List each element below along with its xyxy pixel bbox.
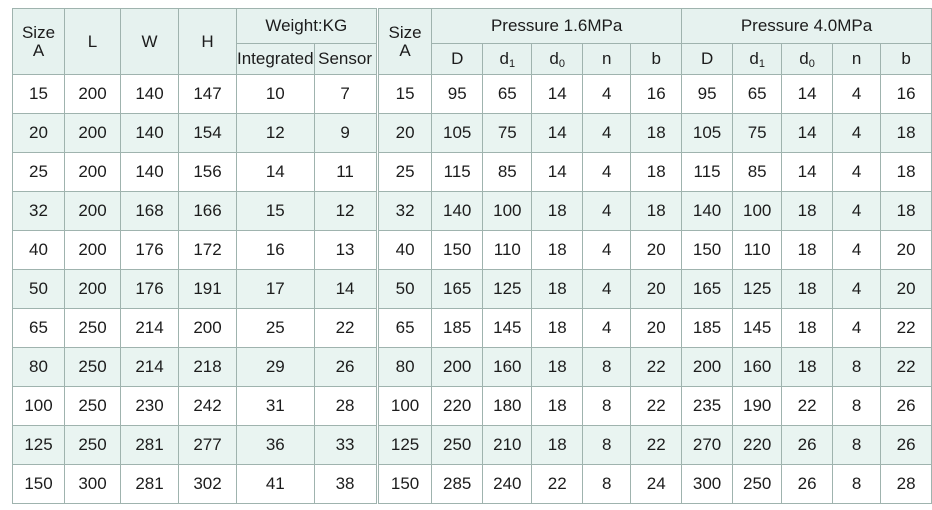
table-cell: 250	[65, 309, 121, 348]
table-cell: 160	[483, 348, 532, 387]
table-cell: 7	[314, 75, 376, 114]
table-cell: 75	[733, 114, 782, 153]
table-cell: 4	[583, 153, 631, 192]
table-cell: 40	[13, 231, 65, 270]
table-cell: 32	[379, 192, 432, 231]
table-cell: 250	[65, 348, 121, 387]
table-cell: 18	[532, 426, 583, 465]
table-cell: 14	[782, 114, 833, 153]
table-cell: 95	[432, 75, 483, 114]
table-cell: 210	[483, 426, 532, 465]
table-cell: 200	[65, 153, 121, 192]
table-cell: 8	[583, 465, 631, 504]
header-b-p16: b	[631, 44, 682, 75]
table-cell: 115	[432, 153, 483, 192]
table-cell: 4	[832, 114, 880, 153]
table-cell: 18	[532, 270, 583, 309]
table-cell: 110	[733, 231, 782, 270]
table-cell: 20	[13, 114, 65, 153]
table-cell: 18	[532, 192, 583, 231]
table-cell: 300	[682, 465, 733, 504]
table-cell: 28	[314, 387, 376, 426]
table-cell: 18	[532, 387, 583, 426]
table-row	[379, 153, 932, 192]
table-cell: 105	[432, 114, 483, 153]
table-row	[13, 192, 377, 231]
table-cell: 18	[532, 309, 583, 348]
table-cell: 4	[583, 231, 631, 270]
table-cell: 150	[13, 465, 65, 504]
table-cell: 4	[583, 114, 631, 153]
table-cell: 8	[832, 465, 880, 504]
table-cell: 75	[483, 114, 532, 153]
header-d1-subscript: 1	[508, 58, 516, 70]
table-cell: 18	[631, 192, 682, 231]
table-cell: 125	[483, 270, 532, 309]
table-cell: 166	[179, 192, 237, 231]
table-cell: 20	[631, 270, 682, 309]
table-row	[13, 348, 377, 387]
table-cell: 200	[65, 114, 121, 153]
table-cell: 200	[65, 231, 121, 270]
header-size-label: Size	[388, 22, 422, 42]
table-cell: 235	[682, 387, 733, 426]
table-cell: 12	[314, 192, 376, 231]
table-cell: 20	[881, 231, 932, 270]
flange-pressure-table-container	[378, 8, 932, 504]
table-cell: 26	[881, 426, 932, 465]
table-cell: 22	[881, 309, 932, 348]
table-cell: 18	[881, 153, 932, 192]
table-row	[13, 387, 377, 426]
table-cell: 4	[832, 231, 880, 270]
table-cell: 4	[832, 75, 880, 114]
table-cell: 26	[314, 348, 376, 387]
table-row	[13, 309, 377, 348]
table-cell: 100	[13, 387, 65, 426]
table-cell: 140	[682, 192, 733, 231]
table-cell: 18	[532, 348, 583, 387]
header-size-sub: A	[399, 40, 411, 60]
table-cell: 110	[483, 231, 532, 270]
table-cell: 18	[782, 192, 833, 231]
table-cell: 41	[237, 465, 315, 504]
header-n-p16: n	[583, 44, 631, 75]
table-row	[13, 231, 377, 270]
table-cell: 154	[179, 114, 237, 153]
table-cell: 140	[432, 192, 483, 231]
table-cell: 218	[179, 348, 237, 387]
header-d0-subscript: 0	[558, 58, 565, 70]
table-cell: 168	[121, 192, 179, 231]
table-cell: 145	[733, 309, 782, 348]
table-cell: 100	[733, 192, 782, 231]
table-cell: 200	[179, 309, 237, 348]
left-table-body	[13, 75, 377, 504]
table-cell: 31	[237, 387, 315, 426]
table-cell: 8	[583, 426, 631, 465]
table-cell: 4	[832, 270, 880, 309]
table-cell: 281	[121, 465, 179, 504]
table-cell: 28	[881, 465, 932, 504]
table-cell: 26	[782, 426, 833, 465]
table-cell: 22	[782, 387, 833, 426]
table-cell: 300	[65, 465, 121, 504]
table-cell: 50	[379, 270, 432, 309]
table-cell: 4	[832, 153, 880, 192]
table-cell: 18	[881, 114, 932, 153]
table-cell: 16	[631, 75, 682, 114]
table-cell: 18	[782, 309, 833, 348]
header-n-p40: n	[832, 44, 880, 75]
table-cell: 191	[179, 270, 237, 309]
table-row	[13, 465, 377, 504]
table-cell: 200	[65, 270, 121, 309]
table-cell: 15	[13, 75, 65, 114]
header-d-p16: D	[432, 44, 483, 75]
table-cell: 20	[631, 231, 682, 270]
table-cell: 29	[237, 348, 315, 387]
table-cell: 125	[379, 426, 432, 465]
table-cell: 100	[483, 192, 532, 231]
header-d1-p40	[733, 44, 782, 75]
table-cell: 281	[121, 426, 179, 465]
table-cell: 176	[121, 270, 179, 309]
table-cell: 14	[532, 75, 583, 114]
table-cell: 17	[237, 270, 315, 309]
header-d0-p16	[532, 44, 583, 75]
table-cell: 220	[733, 426, 782, 465]
table-cell: 20	[379, 114, 432, 153]
header-d1-base: d	[499, 49, 509, 68]
header-size	[379, 9, 432, 75]
right-header-row-2	[379, 44, 932, 75]
table-cell: 26	[881, 387, 932, 426]
table-cell: 200	[65, 75, 121, 114]
table-cell: 115	[682, 153, 733, 192]
dimensions-weight-table	[12, 8, 377, 504]
header-d0-base: d	[549, 49, 559, 68]
table-cell: 165	[432, 270, 483, 309]
table-cell: 26	[782, 465, 833, 504]
table-cell: 80	[379, 348, 432, 387]
table-cell: 302	[179, 465, 237, 504]
table-cell: 16	[881, 75, 932, 114]
table-cell: 150	[682, 231, 733, 270]
table-cell: 140	[121, 75, 179, 114]
table-row	[379, 426, 932, 465]
table-cell: 22	[631, 387, 682, 426]
header-d0-p40	[782, 44, 833, 75]
table-cell: 24	[631, 465, 682, 504]
dimensions-weight-table-container	[12, 8, 377, 504]
table-cell: 14	[314, 270, 376, 309]
table-cell: 4	[832, 309, 880, 348]
table-cell: 105	[682, 114, 733, 153]
header-h: H	[179, 9, 237, 75]
table-cell: 18	[881, 192, 932, 231]
table-row	[379, 75, 932, 114]
table-cell: 18	[782, 270, 833, 309]
table-cell: 33	[314, 426, 376, 465]
table-cell: 14	[782, 153, 833, 192]
table-cell: 14	[782, 75, 833, 114]
header-pressure-16: Pressure 1.6MPa	[432, 9, 682, 44]
table-cell: 250	[733, 465, 782, 504]
table-cell: 22	[631, 426, 682, 465]
table-cell: 240	[483, 465, 532, 504]
table-cell: 32	[13, 192, 65, 231]
table-row	[379, 309, 932, 348]
header-d0-base: d	[799, 49, 809, 68]
header-d1-p16	[483, 44, 532, 75]
table-cell: 14	[237, 153, 315, 192]
table-row	[13, 426, 377, 465]
table-cell: 4	[583, 192, 631, 231]
table-cell: 95	[682, 75, 733, 114]
table-row	[379, 231, 932, 270]
table-cell: 4	[583, 309, 631, 348]
table-cell: 36	[237, 426, 315, 465]
table-cell: 18	[631, 114, 682, 153]
table-cell: 20	[631, 309, 682, 348]
table-row	[13, 75, 377, 114]
table-cell: 200	[432, 348, 483, 387]
table-cell: 25	[379, 153, 432, 192]
table-cell: 22	[631, 348, 682, 387]
table-cell: 140	[121, 114, 179, 153]
header-size-label: Size	[21, 22, 56, 42]
table-row	[13, 270, 377, 309]
table-cell: 20	[881, 270, 932, 309]
table-cell: 190	[733, 387, 782, 426]
table-row	[379, 348, 932, 387]
table-cell: 4	[832, 192, 880, 231]
table-cell: 14	[532, 114, 583, 153]
table-row	[379, 270, 932, 309]
table-cell: 13	[314, 231, 376, 270]
right-table-body	[379, 75, 932, 504]
table-cell: 65	[379, 309, 432, 348]
header-integrated: Integrated	[237, 44, 315, 75]
table-cell: 180	[483, 387, 532, 426]
left-table-head	[13, 9, 377, 75]
table-cell: 250	[432, 426, 483, 465]
right-table-head	[379, 9, 932, 75]
table-row	[13, 114, 377, 153]
header-sensor: Sensor	[314, 44, 376, 75]
header-size	[13, 9, 65, 75]
table-row	[379, 387, 932, 426]
table-cell: 8	[832, 348, 880, 387]
table-cell: 185	[432, 309, 483, 348]
table-cell: 18	[782, 348, 833, 387]
header-d1-base: d	[749, 49, 759, 68]
table-cell: 18	[532, 231, 583, 270]
header-size-sub: A	[32, 40, 45, 60]
table-cell: 25	[237, 309, 315, 348]
table-cell: 250	[65, 426, 121, 465]
table-cell: 270	[682, 426, 733, 465]
left-header-row-1	[13, 9, 377, 44]
header-d1-subscript: 1	[758, 58, 765, 70]
table-row	[379, 114, 932, 153]
table-cell: 85	[733, 153, 782, 192]
header-d-p40: D	[682, 44, 733, 75]
table-cell: 185	[682, 309, 733, 348]
table-cell: 18	[631, 153, 682, 192]
table-cell: 15	[379, 75, 432, 114]
header-w: W	[121, 9, 179, 75]
table-cell: 160	[733, 348, 782, 387]
table-cell: 80	[13, 348, 65, 387]
table-cell: 214	[121, 348, 179, 387]
table-cell: 10	[237, 75, 315, 114]
table-cell: 65	[13, 309, 65, 348]
table-cell: 85	[483, 153, 532, 192]
table-cell: 150	[379, 465, 432, 504]
table-row	[379, 192, 932, 231]
table-cell: 8	[583, 348, 631, 387]
table-cell: 14	[532, 153, 583, 192]
table-cell: 125	[13, 426, 65, 465]
table-cell: 230	[121, 387, 179, 426]
table-cell: 242	[179, 387, 237, 426]
header-pressure-40: Pressure 4.0MPa	[682, 9, 932, 44]
flange-pressure-table	[378, 8, 932, 504]
table-cell: 277	[179, 426, 237, 465]
table-row	[13, 153, 377, 192]
table-cell: 18	[782, 231, 833, 270]
table-cell: 165	[682, 270, 733, 309]
table-cell: 50	[13, 270, 65, 309]
table-cell: 125	[733, 270, 782, 309]
table-cell: 38	[314, 465, 376, 504]
table-row	[379, 465, 932, 504]
table-cell: 11	[314, 153, 376, 192]
table-cell: 15	[237, 192, 315, 231]
table-cell: 8	[583, 387, 631, 426]
table-cell: 40	[379, 231, 432, 270]
table-cell: 172	[179, 231, 237, 270]
table-cell: 16	[237, 231, 315, 270]
table-cell: 22	[881, 348, 932, 387]
header-l: L	[65, 9, 121, 75]
table-cell: 65	[733, 75, 782, 114]
table-cell: 214	[121, 309, 179, 348]
table-cell: 250	[65, 387, 121, 426]
table-cell: 65	[483, 75, 532, 114]
table-cell: 150	[432, 231, 483, 270]
table-cell: 22	[532, 465, 583, 504]
table-cell: 8	[832, 387, 880, 426]
table-cell: 200	[65, 192, 121, 231]
table-cell: 4	[583, 75, 631, 114]
table-cell: 9	[314, 114, 376, 153]
table-cell: 22	[314, 309, 376, 348]
table-cell: 4	[583, 270, 631, 309]
table-cell: 176	[121, 231, 179, 270]
table-cell: 8	[832, 426, 880, 465]
table-cell: 145	[483, 309, 532, 348]
header-d0-subscript: 0	[808, 58, 815, 70]
right-header-row-1	[379, 9, 932, 44]
table-cell: 147	[179, 75, 237, 114]
table-cell: 220	[432, 387, 483, 426]
table-cell: 100	[379, 387, 432, 426]
table-cell: 200	[682, 348, 733, 387]
table-cell: 12	[237, 114, 315, 153]
header-b-p40: b	[881, 44, 932, 75]
table-cell: 156	[179, 153, 237, 192]
table-cell: 140	[121, 153, 179, 192]
table-cell: 25	[13, 153, 65, 192]
header-weight-group: Weight:KG	[237, 9, 377, 44]
table-cell: 285	[432, 465, 483, 504]
